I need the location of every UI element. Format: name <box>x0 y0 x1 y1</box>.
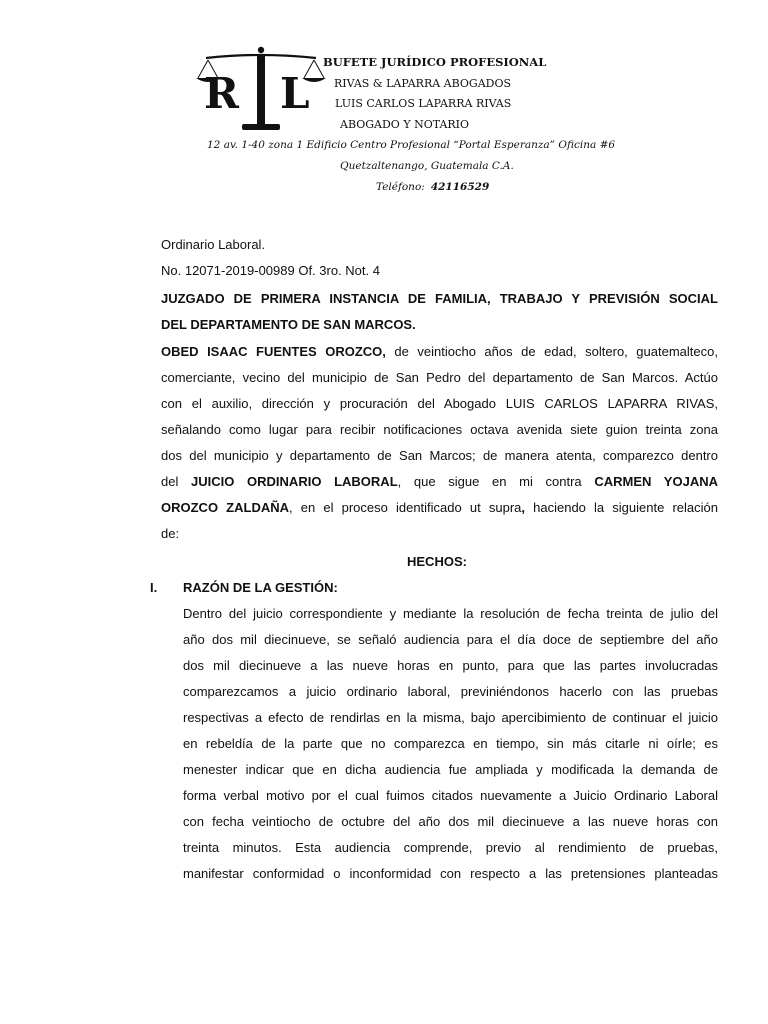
intro-line-6-c: , que sigue en mi contra <box>397 474 582 489</box>
section-line: Dentro del juicio correspondiente y mediante la resolución de fecha treinta de julio del <box>183 606 718 621</box>
section-line: en rebeldía de la parte que no comparezca en tiempo, sin más citarle ni oírle; es <box>183 736 718 751</box>
letterhead-names: RIVAS & LAPARRA ABOGADOS <box>334 77 512 90</box>
logo-letter-r: R <box>204 69 239 118</box>
intro-line-3: con el auxilio, dirección y procuración del Abogado LUIS CARLOS LAPARRA RIVAS, <box>161 396 718 411</box>
scales-of-justice-logo <box>196 44 326 136</box>
intro-line-7-d: haciendo la siguiente relación <box>525 500 718 515</box>
section-line: dos mil diecinueve a las nueve horas en punto, para que las partes involucradas <box>183 658 718 673</box>
section-line: menester indicar que en dicha audiencia fue ampliada y modificada la demanda de <box>183 762 718 777</box>
letterhead-city: Quetzaltenango, Guatemala C.A. <box>340 160 514 172</box>
intro-line-4: señalando como lugar para recibir notificaciones octava avenida siete guion treinta zona <box>161 422 718 437</box>
logo-letter-l: L <box>280 69 310 118</box>
letterhead-address: 12 av. 1-40 zona 1 Edificio Centro Profesional “Portal Esperanza” Oficina #6 <box>207 139 616 151</box>
section-line: año dos mil diecinueve, se señaló audiencia para el día doce de septiembre del año <box>183 632 718 647</box>
phone-label: Teléfono: <box>376 181 425 193</box>
section-title: RAZÓN DE LA GESTIÓN: <box>183 580 338 595</box>
intro-line-1-rest: de veintiocho años de edad, soltero, guatemalteco, <box>394 344 718 359</box>
case-type: Ordinario Laboral. <box>161 237 266 252</box>
section-line: respectivas a efecto de rendirlas en la misma, bajo apercibimiento de continuar el juicio <box>183 710 718 725</box>
case-name: JUICIO ORDINARIO LABORAL <box>191 474 398 489</box>
section-line: forma verbal motivo por el cual fuimos citados nuevamente a Juicio Ordinario Laboral <box>183 788 718 803</box>
intro-line-7-comma: , <box>521 500 525 515</box>
letterhead-title: ABOGADO Y NOTARIO <box>340 118 470 131</box>
case-number: No. 12071-2019-00989 Of. 3ro. Not. 4 <box>161 263 380 278</box>
intro-line-6 <box>161 475 718 488</box>
section-line: comparezcamos a juicio ordinario laboral, previniéndonos hacerlo con las pruebas <box>183 684 718 699</box>
defendant-name-part-1: CARMEN YOJANA <box>594 474 718 489</box>
intro-line-7-b: , en el proceso identificado ut supra <box>289 500 522 515</box>
defendant-name-part-2: OROZCO ZALDAÑA <box>161 500 290 515</box>
letterhead-phone <box>376 182 489 193</box>
facts-heading: HECHOS: <box>407 554 467 569</box>
section-number: I. <box>150 580 158 595</box>
section-line: con fecha veintiocho de octubre del año dos mil diecinueve a las nueve horas con <box>183 814 718 829</box>
court-line-2: DEL DEPARTAMENTO DE SAN MARCOS. <box>161 317 416 332</box>
phone-number: 42116529 <box>430 181 490 193</box>
letterhead-firm: BUFETE JURÍDICO PROFESIONAL <box>323 55 547 69</box>
letterhead-lawyer: LUIS CARLOS LAPARRA RIVAS <box>335 97 512 110</box>
court-line-1: JUZGADO DE PRIMERA INSTANCIA DE FAMILIA, TRABAJO Y PREVISIÓN SOCIAL <box>161 291 718 306</box>
intro-line-1 <box>161 345 718 358</box>
intro-line-7 <box>161 501 718 514</box>
section-line: manifestar conformidad o inconformidad con respecto a las pretensiones planteadas <box>183 866 718 881</box>
intro-line-2: comerciante, vecino del municipio de San Pedro del departamento de San Marcos. Actúo <box>161 370 718 385</box>
intro-line-6-a: del <box>161 474 179 489</box>
intro-line-5: dos del municipio y departamento de San Marcos; de manera atenta, comparezco dentro <box>161 448 718 463</box>
party-name: OBED ISAAC FUENTES OROZCO, <box>161 344 386 359</box>
intro-line-8: de: <box>161 526 180 541</box>
section-line: treinta minutos. Esta audiencia comprende, previo al rendimiento de pruebas, <box>183 840 718 855</box>
